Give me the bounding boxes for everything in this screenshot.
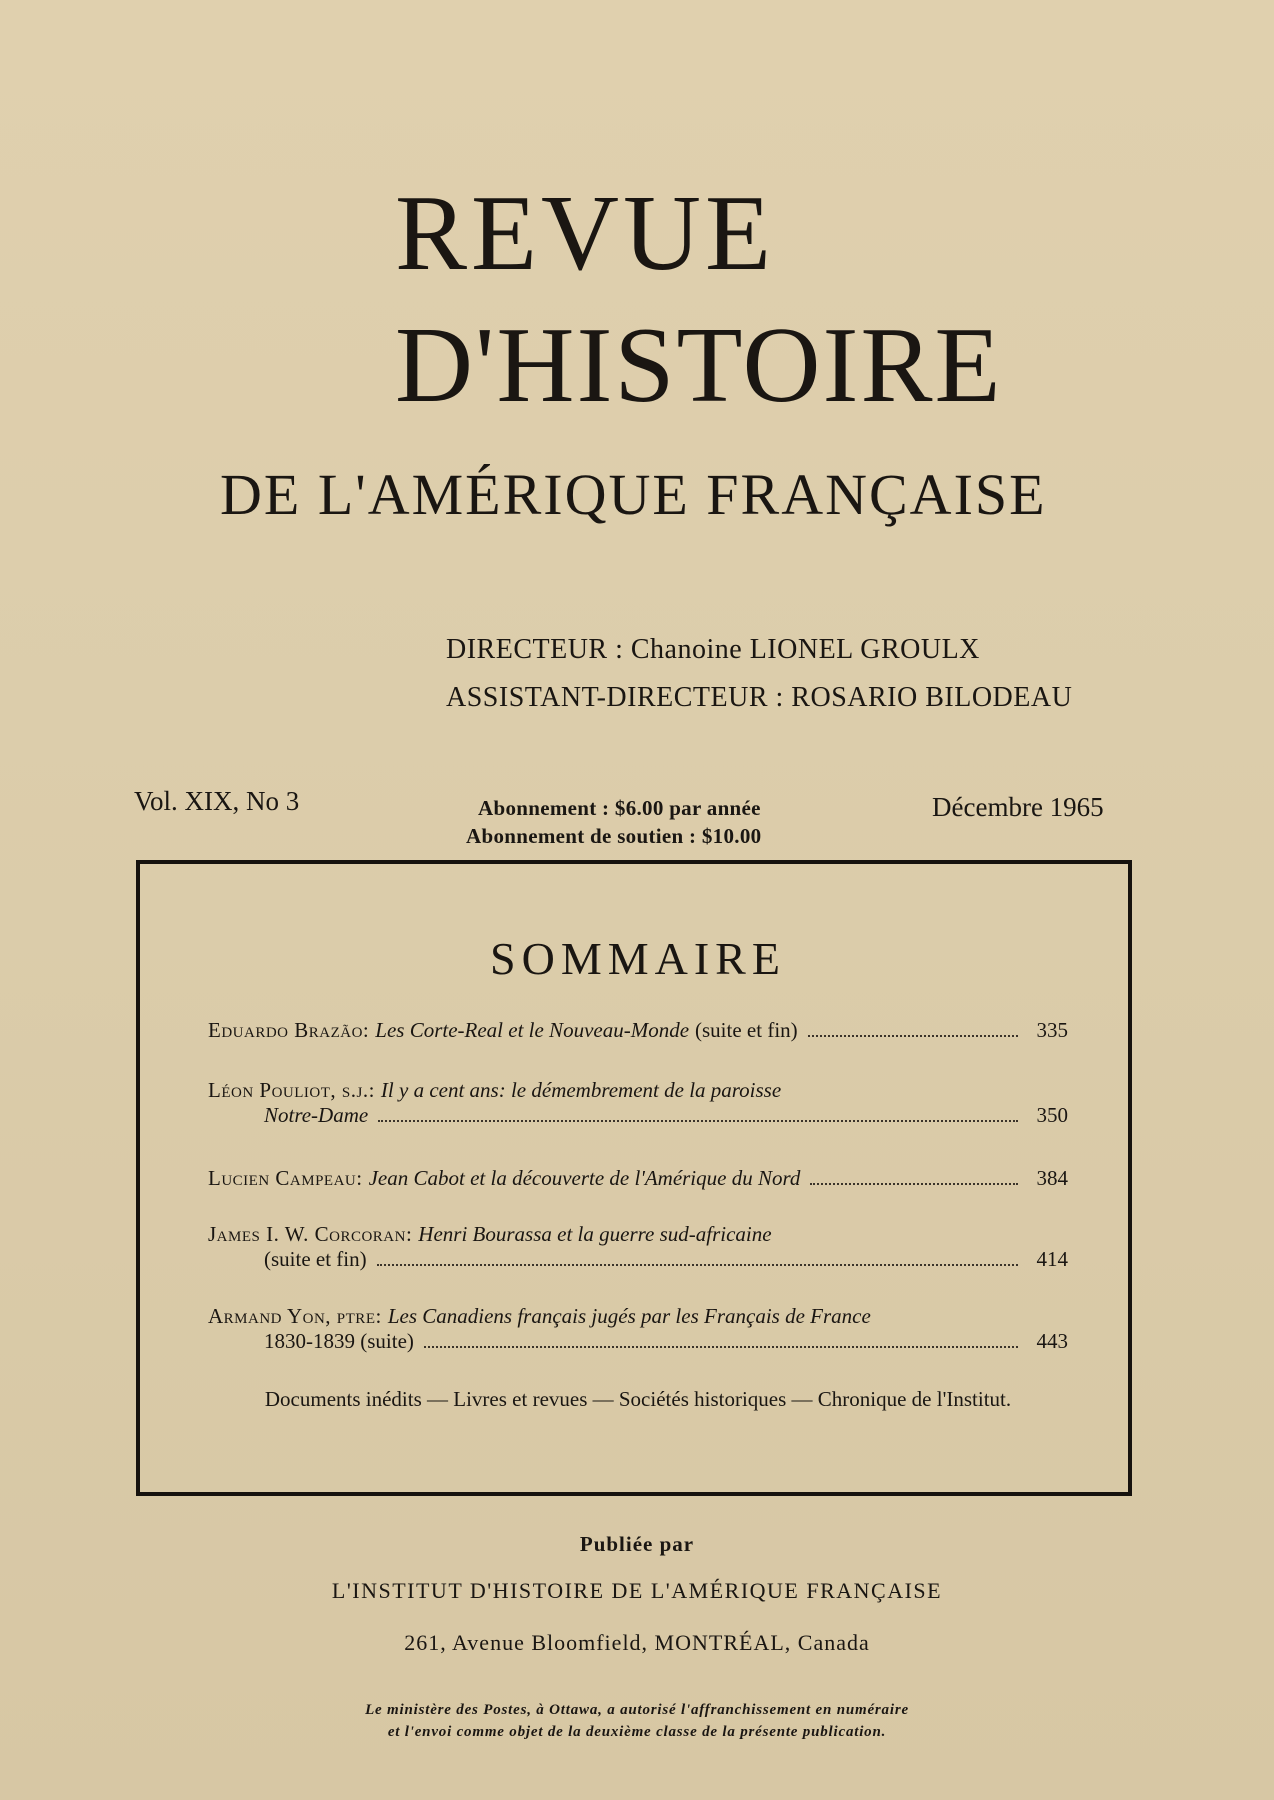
entry-page: 350 (1036, 1103, 1068, 1127)
dot-leader (808, 1035, 1018, 1037)
subscription-price: Abonnement : $6.00 par année (478, 796, 761, 820)
entry-title: Jean Cabot et la découverte de l'Amérique du Nord (368, 1166, 801, 1190)
postal-note-line2: et l'envoi comme objet de la deuxième classe de la présente publication. (387, 1724, 887, 1740)
postal-note-line1: Le ministère des Postes, à Ottawa, a autorisé l'affranchissement en numéraire (365, 1702, 909, 1718)
entry-page: 443 (1036, 1329, 1068, 1353)
contents-box (136, 860, 1132, 1496)
entry-extra: (suite et fin) (695, 1018, 798, 1042)
publisher-name: L'INSTITUT D'HISTOIRE DE L'AMÉRIQUE FRANÇAISE (331, 1578, 943, 1603)
entry-page: 414 (1036, 1247, 1068, 1271)
contents-heading: SOMMAIRE (490, 933, 786, 984)
published-by: Publiée par (579, 1532, 695, 1556)
entry-page: 384 (1036, 1166, 1068, 1190)
entry-title-continued: Notre-Dame (264, 1103, 369, 1127)
issue-date: Décembre 1965 (932, 792, 1104, 822)
support-subscription-price: Abonnement de soutien : $10.00 (466, 824, 762, 848)
title-line-histoire: D'HISTOIRE (395, 306, 1003, 425)
contents-entry (208, 1078, 1068, 1128)
dot-leader (810, 1183, 1018, 1185)
dot-leader (424, 1346, 1018, 1348)
entry-extra: (suite et fin) (264, 1247, 367, 1271)
contents-sections: Documents inédits — Livres et revues — Sociétés historiques — Chronique de l'Institut. (264, 1387, 1012, 1411)
director-credit: DIRECTEUR : Chanoine LIONEL GROULX (446, 634, 980, 665)
dot-leader (378, 1120, 1018, 1122)
entry-extra: 1830-1839 (suite) (264, 1329, 414, 1353)
entry-author: Léon Pouliot, s.j.: (208, 1078, 375, 1102)
title-line-amerique: DE L'AMÉRIQUE FRANÇAISE (220, 462, 1047, 527)
publisher-address: 261, Avenue Bloomfield, MONTRÉAL, Canada (404, 1630, 870, 1655)
contents-entry (208, 1018, 1068, 1043)
contents-entry (208, 1166, 1068, 1191)
entry-title: Henri Bourassa et la guerre sud-africaine (418, 1222, 772, 1246)
volume-number: Vol. XIX, No 3 (134, 786, 300, 816)
entry-author: Lucien Campeau: (208, 1166, 363, 1190)
entry-author: Eduardo Brazão: (208, 1018, 370, 1042)
entry-page: 335 (1036, 1018, 1068, 1042)
contents-entry (208, 1304, 1068, 1354)
entry-title: Les Canadiens français jugés par les Français de France (387, 1304, 871, 1328)
entry-author: James I. W. Corcoran: (208, 1222, 413, 1246)
entry-author: Armand Yon, ptre: (208, 1304, 382, 1328)
contents-entry (208, 1222, 1068, 1272)
entry-title: Il y a cent ans: le démembrement de la paroisse (380, 1078, 782, 1102)
entry-title: Les Corte-Real et le Nouveau-Monde (375, 1018, 690, 1042)
dot-leader (377, 1264, 1018, 1266)
assistant-director-credit: ASSISTANT-DIRECTEUR : ROSARIO BILODEAU (446, 682, 1073, 713)
title-line-revue: REVUE (395, 174, 775, 293)
